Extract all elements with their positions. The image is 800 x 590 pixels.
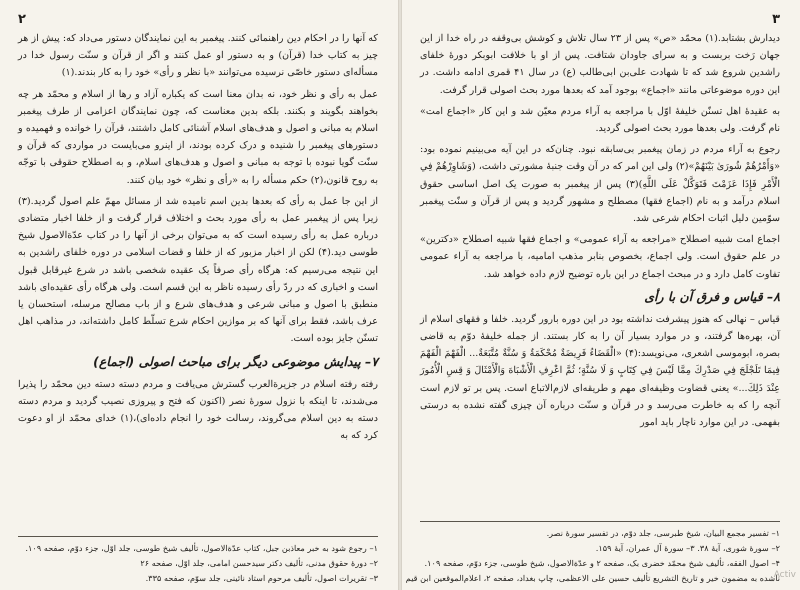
footnotes	[405, 521, 780, 586]
paragraph: که آنها را در احکام دین راهنمائی کنند. پیغمبر به این نمایندگان دستور می‌داد که: پیش از هر چیز به کتاب خدا (قرآن) و به دستور او عمل کنند و اگر از قرآن و سنّت رسول خدا در مسأله‌ای دستور خاصّی نرسیده می‌توانند «با نظر و رأی» خود را به کار بندند.(۱)	[18, 33, 378, 79]
page-number: ۳	[772, 12, 780, 27]
footnote: ۲– دورهٔ حقوق مدنی، تألیف دکتر سیدحسن امامی، جلد اوّل، صفحه ۲۶	[140, 558, 378, 568]
paragraph: رجوع به آراء مردم در زمان پیغمبر بی‌سابقه نبود. چنان‌که در این آیه می‌بینیم نموده بود: «وَأَمْرُهُمْ شُورَىٰ بَيْنَهُمْ»(۲) ولی این امر که در آن وقت جنبهٔ مشورتی داشت، (وَشَاوِرْهُمْ فِي الْأَمْرِ فَإِذَا عَزَمْتَ فَتَوَكَّلْ عَلَى اللَّهِ)(۳) پس از پیغمبر به صورت یک اصل اساسی حقوق اسلام درآمد و به نام (اجماع فقها) مصطلح و مشهور گردید و پس از قرآن و سنّت پیغمبر سوّمین دلیل اثبات احکام شرعی شد.	[420, 144, 781, 225]
left-page	[0, 0, 398, 590]
page-body	[420, 30, 780, 431]
activation-watermark: Activ	[773, 570, 796, 580]
footnote: ۱– رجوع شود به خبر معاذبن جبل، کتاب عدّةالاصول، تألیف شیخ طوسی، جلد اوّل، جزء دوّم، صفحه ۱۰۹.	[25, 543, 378, 553]
paragraph: قیاس – نهالی که هنوز پیشرفت نداشته بود در این دوره بارور گردید. خلفا و فقهای اسلام از آن، بهره‌ها گرفتند، و در موارد بسیار آن را به کار بستند. از جمله خلیفهٔ دوّم به قاضی بصره، ابوموسی اشعری، می‌نویسد:(۴) «الْقَضَاءُ فَرِيضَةٌ مُحْكَمَةٌ وَ سُنَّةٌ مُتَّبَعَةٌ... الْفَهْمَ الْفَهْمَ فِيمَا تَلَجْلَجَ فِي صَدْرِكَ مِمَّا لَيْسَ فِي كِتَابٍ وَ لَا سُنَّةٍ؛ ثُمَّ اعْرِفِ الْأَشْبَاهَ وَالْأَمْثَالَ وَ قِسِ الْأُمُورَ عِنْدَ ذَلِكَ...» یعنی قضاوت وظیفه‌ای مهم و طریقه‌ای لازم‌الاتباع است. پس بر تو لازم است آنچه را که به خاطرت می‌رسد و در قرآن و سنّت درباره آن چیزی گفته نشده به درستی بفهمی. در این موارد ناچار باید امور	[420, 313, 781, 429]
footnotes	[18, 536, 378, 586]
footnote: ۴– اصول الفقه، تألیف شیخ محمّد خضری بک، صفحه ۲ و عدّةالاصول، شیخ طوسی، جزء دوّم، صفحه ۱۰۹.	[424, 558, 780, 568]
paragraph: رفته رفته اسلام در جزیرة‌العرب گسترش می‌یافت و مردم دسته دسته دین محمّد را پذیرا می‌شدند، تا اینکه با نزول سورهٔ نصر (اکنون که فتح و پیروزی نصیب گردید و مردم دسته دسته به دین اسلام می‌گروند، رسالت خود را انجام داده‌ای)،(۱) خدای محمّد از او دعوت کرد که به	[18, 378, 378, 442]
section-heading: ۸– قیاس و فرق آن با رأی	[644, 288, 780, 304]
paragraph: از این جا عمل به رأی که بعدها بدین اسم نامیده شد از مسائل مهمّ علم اصول گردید.(۳) زیرا پس از پیغمبر عمل به رأی مورد بحث و اختلاف قرار گرفت و از خلفا اخبار متضادی درباره عمل به رأی رسیده است که به‌ می‌توان برخی از آنها را در کتاب عدّةالاصول شیخ طوسی دید.(۴) لکن از اخبار مزبور که از خلفا و قضات اسلامی در دوره خلفای راشدین به این نتیجه می‌رسیم که: هرگاه رأی صرفاً یک عقیده شخصی باشد در شرع غیرقابل قبول است و اخباری که در ردّ رأی رسیده ناظر به این قسم است. ولی هرگاه رأی عقیده‌ای باشد منطبق با اصول و مبانی شرعی و هدف‌های شرع و از باب مصالح مرسله، استحسان یا عرف باشد، فقط برای آنها که بر موازین احکام شرع تسلّط کامل داشته‌اند، در مذاهب اهل تسنّن جایز بوده است.	[18, 195, 378, 345]
footnote: ۱– تفسیر مجمع البیان، شیخ طبرسی، جلد دوّم، در تفسیر سورهٔ نصر.	[546, 528, 780, 538]
page-number: ۲	[18, 12, 26, 27]
paragraph: دیدارش بشتابد.(۱) محمّد «ص» پس از ۲۳ سال تلاش و کوشش بی‌وقفه در راه خدا از این جهان رَخت بربست و به سرای جاودان شتافت. پس از او با خلافت ابوبکر دورهٔ خلفای راشدین شروع شد که تا شهادت علی‌بن ابی‌طالب (ع) در سال ۴۱ قمری ادامه داشت. در این دوره موضوعاتی مانند «اجماع» بوجود آمد که بعدها مورد بحث اصولی قرار گرفت.	[420, 33, 780, 96]
footnote: ۲– سورهٔ شوری، آیهٔ ۳۸. ۳– سورهٔ آل عمران، آیهٔ ۱۵۹.	[595, 543, 780, 553]
right-page	[402, 0, 800, 590]
paragraph: به عقیدهٔ اهل تسنّن خلیفهٔ اوّل با مراجعه به آراء مردم معیّن شد و این کار «اجماع امت» نام گرفت. ولی بعدها مورد بحث اصولی گردید.	[420, 105, 780, 135]
paragraph: عمل به رأی و نظر خود، نه بدان معنا است که یکباره آزاد و رها از اسلام و محمّد هر چه بخواهند بگویند و بکنند. بلکه بدین معناست که، چون نمایندگان اعزامی از طرف پیغمبر اسلام به مبانی و اصول و هدف‌های اسلام آشنائی کامل داشتند، قرآن را خوانده و فهمیده و دستورهای پیغمبر را شنیده و درک کرده بودند، از اینرو می‌بایست در مواردی که قرآن و سنّت گویا نبوده با توجه به مبانی و اصول و هدف‌های اسلام، و به اصطلاح حقوقی با توجّه به روح قانون،(۲) حکم مسأله را به «رأی و نظر» خود بیان کنند.	[18, 88, 378, 186]
footnote: ۳– تقریرات اصول، تألیف مرحوم استاد نائینی، جلد سوّم، صفحه ۳۳۵.	[145, 573, 378, 583]
section-heading: ۷– پیدایش موضوعی دیگر برای مباحث اصولی (اجماع)	[93, 353, 378, 369]
page-body	[18, 30, 378, 444]
footnote: ناشده به مضمون خیر و تاریخ التشریع تألیف حسین علی الاعظمی، چاپ بغداد، صفحه ۲، اعلام‌الموقعین ابن قیم	[405, 573, 780, 583]
paragraph: اجماع امت شبیه اصطلاح «مراجعه به آراء عمومی» و اجماع فقها شبیه اصطلاح «دکترین» در علم حقوق است. ولی اجماع، بخصوص بنابر مذهب امامیه، با مراجعه به آراء عمومی تفاوت کامل دارد و در مبحث اجماع در این باره توضیح لازم داده خواهد شد.	[420, 234, 780, 280]
